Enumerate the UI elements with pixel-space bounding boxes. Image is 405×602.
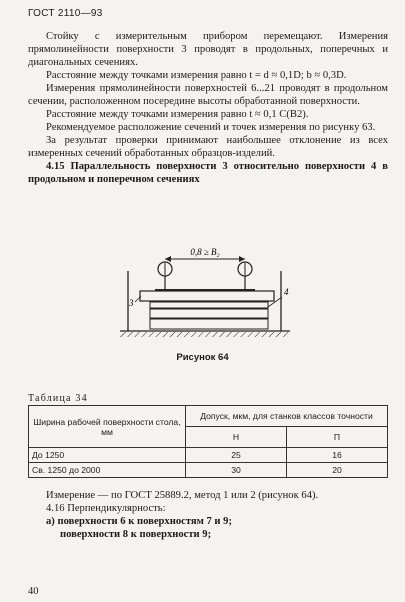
right-indicator [238, 262, 252, 290]
table-surface-3 [140, 291, 274, 301]
paragraph-5: Рекомендуемое расположение сечений и точек измерения по рисунку 63. [46, 122, 376, 133]
paragraph-3: Измерения прямолинейности поверхностей 6...21 проводят в продольном сечении, расположенном посередине высоты обработанной поверхности. [28, 83, 388, 107]
cell-h: 30 [186, 463, 287, 478]
page-number: 40 [28, 586, 39, 597]
figure-caption: Рисунок 64 [176, 352, 229, 363]
figure-label-4: 4 [284, 287, 289, 297]
header-class-h: Н [186, 427, 287, 448]
base-block-lower [150, 319, 268, 329]
cell-p: 16 [287, 448, 388, 463]
header-tolerance: Допуск, мкм, для станков классов точности [186, 406, 388, 427]
table-row [29, 463, 388, 478]
figure-label-3: 3 [129, 298, 134, 308]
paragraph-2: Расстояние между точками измерения равно t = d ≈ 0,1D; b ≈ 0,3D. [46, 70, 347, 81]
cell-h: 25 [186, 448, 287, 463]
dimension-label: 0,8 ≥ B₂ [190, 247, 220, 257]
header-class-p: П [287, 427, 388, 448]
table-row [29, 448, 388, 463]
tolerance-table [28, 405, 388, 478]
item-a: а) поверхности 6 к поверхностям 7 и 9; [46, 516, 233, 527]
body-text-bottom [28, 489, 388, 541]
ground-hatch [120, 332, 290, 337]
cell-p: 20 [287, 463, 388, 478]
body-text-top [28, 30, 388, 186]
leader-4 [268, 297, 282, 307]
cell-width: До 1250 [29, 448, 186, 463]
paragraph-1: Стойку с измерительным прибором перемещают. Измерения прямолинейности поверхности 3 проводят в продольных, поперечных и диагональных сечениях. [28, 31, 388, 68]
section-4-16: 4.16 Перпендикулярность: [46, 503, 166, 514]
item-a-continued: поверхности 8 к поверхности 9; [60, 529, 212, 540]
left-indicator [158, 262, 172, 290]
slide-block [150, 302, 268, 308]
header-table-width: Ширина рабочей поверхности стола, мм [29, 406, 186, 448]
base-block-upper [150, 309, 268, 318]
section-4-15-heading: 4.15 Параллельность поверхности 3 относительно поверхности 4 в продольном и поперечном сечениях [28, 161, 388, 185]
paragraph-4: Расстояние между точками измерения равно t ≈ 0,1 C(B2). [46, 109, 309, 120]
cell-width: Св. 1250 до 2000 [29, 463, 186, 478]
figure-64-diagram [0, 245, 405, 345]
measurement-paragraph: Измерение — по ГОСТ 25889.2, метод 1 или 2 (рисунок 64). [46, 490, 319, 501]
table-caption: Таблица 34 [28, 393, 88, 404]
page-header: ГОСТ 2110—93 [28, 8, 103, 19]
paragraph-6: За результат проверки принимают наибольшее отклонение из всех измеренных сечений обработанных образцов-изделий. [28, 135, 388, 159]
